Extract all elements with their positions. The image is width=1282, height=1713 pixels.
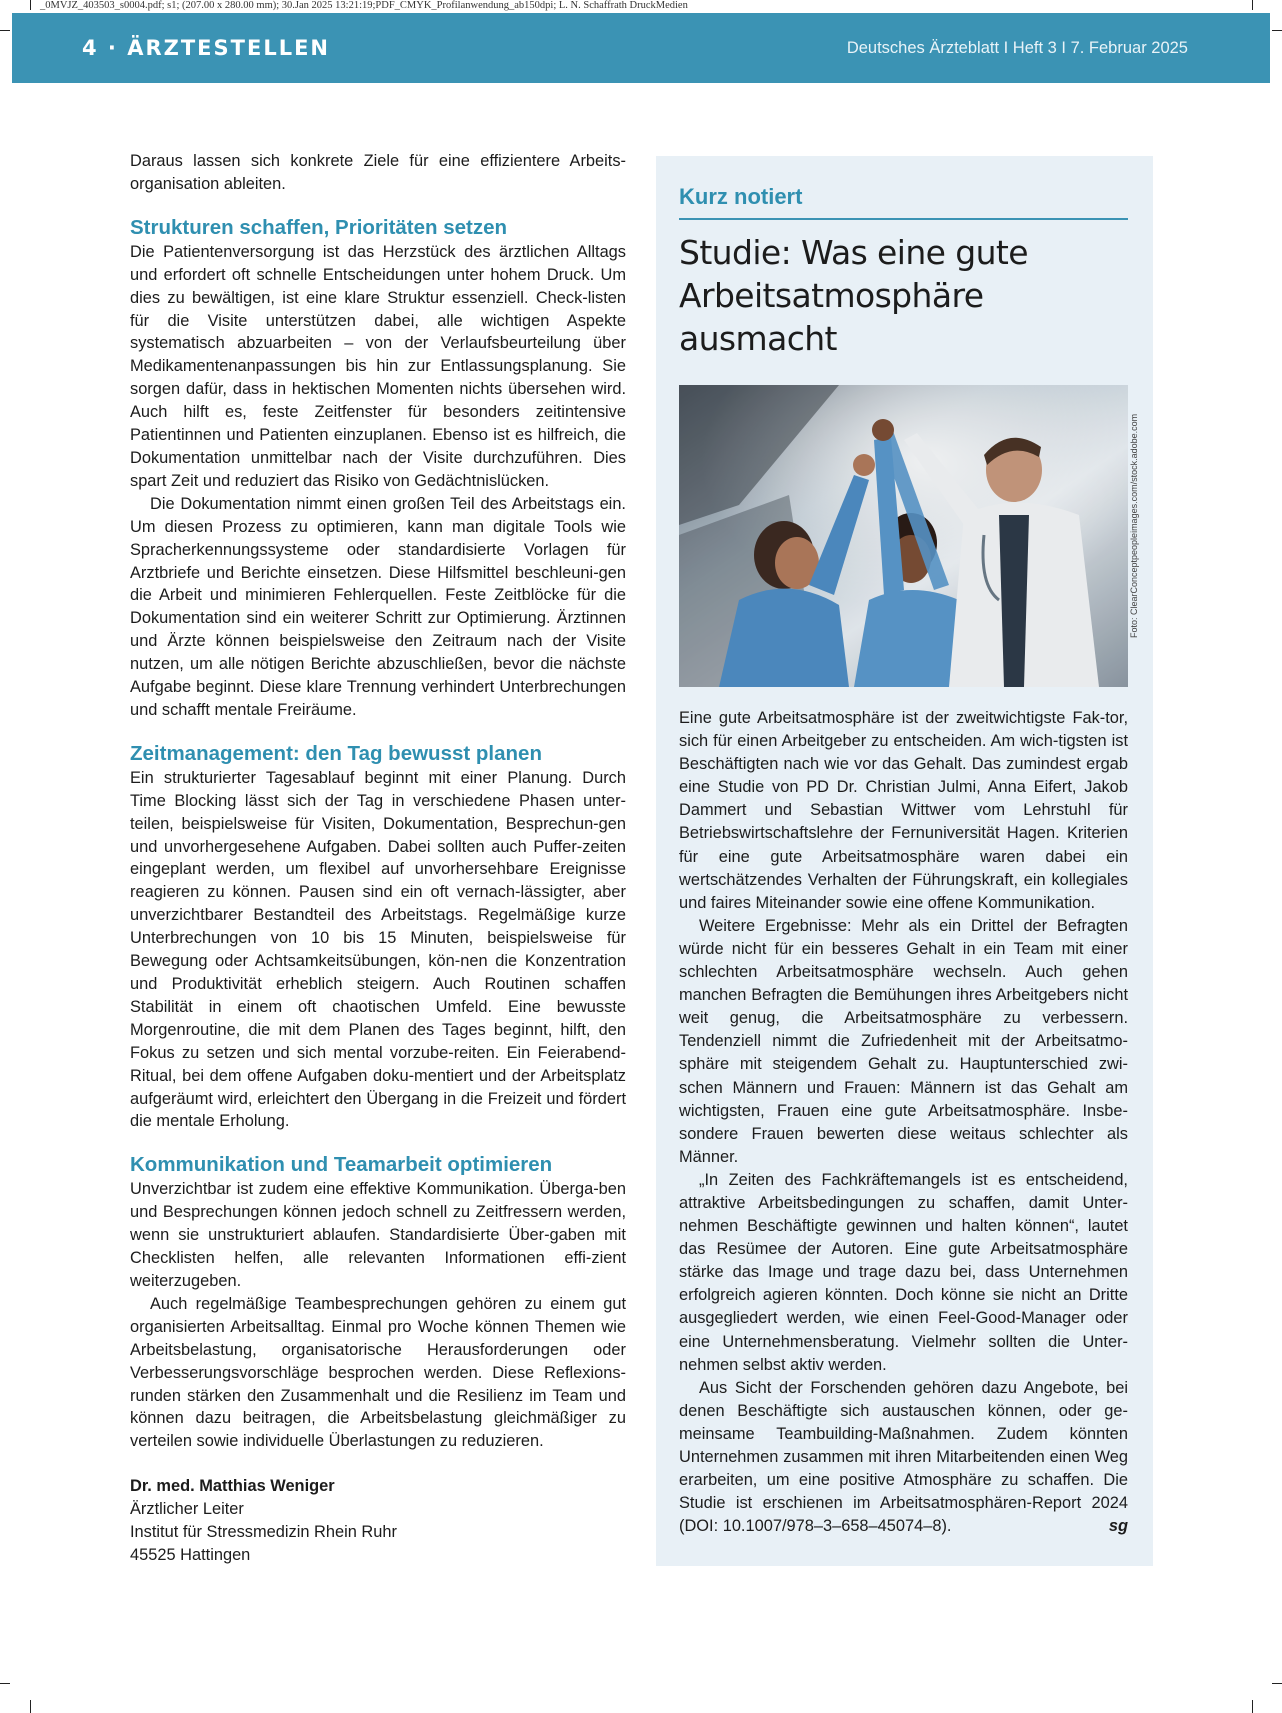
- crop-mark: [1252, 1700, 1253, 1713]
- photo-credit: Foto: ClearConceptpeopleimages.com/stock.adobe.com: [1129, 413, 1139, 638]
- box-paragraph: Weitere Ergebnisse: Mehr als ein Drittel der Befragten würde nicht für ein besseres Gehalt in ein Team mit einer schlechten Arbeitsatmosphäre wechseln. Auch gehen manchen Befragten die Bemühungen ihres Arbeitgebers nicht weit genug, die Arbeitsatmosphäre zu verbessern. Tendenziell nimmt die Zufriedenheit mit der Arbeitsatmo-sphäre mit steigendem Gehalt zu. Hauptunterschied zwi-schen Männern und Frauen: Männern ist das Gehalt am wichtigsten, Frauen eine gute Arbeitsatmosphäre. Insbe-sondere Frauen bewerten diese weitaus schlechter als Männer.: [679, 916, 1128, 1166]
- box-title: Studie: Was eine gute Arbeitsatmosphäre ausmacht: [679, 233, 1028, 358]
- article-column: [130, 150, 626, 1567]
- author-name: Dr. med. Matthias Weniger: [130, 1477, 335, 1496]
- sidebar-box: [656, 156, 1153, 1566]
- publication-info: Deutsches Ärzteblatt I Heft 3 I 7. Februar 2025: [846, 39, 1188, 57]
- author-city: 45525 Hattingen: [130, 1545, 251, 1564]
- author-institution: Institut für Stressmedizin Rhein Ruhr: [130, 1523, 397, 1542]
- section-heading: Zeitmanagement: den Tag bewusst planen: [130, 741, 542, 765]
- box-paragraph: [679, 1377, 1128, 1539]
- crop-mark: [1272, 30, 1282, 31]
- author-block: [130, 1475, 626, 1567]
- crop-mark: [30, 0, 31, 10]
- print-slug: _0MVJZ_403503_s0004.pdf; s1; (207.00 x 280.00 mm); 30.Jan 2025 13:21:19;PDF_CMYK_Profilanwendung_ab150dpi; L. N. Schaffrath DruckMedien: [40, 0, 688, 11]
- paragraph: Auch regelmäßige Teambesprechungen gehören zu einem gut organisierten Arbeitsalltag. Einmal pro Woche können Themen wie Arbeitsbelastung, organisatorische Herausforderungen oder Verbesserungsvorschläge besprochen werden. Diese Reflexions-runden stärken den Zusammenhalt und die Resilienz im Team und können dazu beitragen, die Arbeitsbelastung gleichmäßiger zu verteilen sowie individuelle Überlastungen zu reduzieren.: [130, 1294, 626, 1451]
- box-kicker: Kurz notiert: [679, 182, 1128, 220]
- section-heading: Kommunikation und Teamarbeit optimieren: [130, 1153, 553, 1177]
- intro-paragraph: Daraus lassen sich konkrete Ziele für eine effizientere Arbeits-organisation ableiten.: [130, 152, 626, 193]
- crop-mark: [0, 30, 10, 31]
- paragraph: Die Dokumentation nimmt einen großen Teil des Arbeitstags ein. Um diesen Prozess zu optimieren, kann man digitale Tools wie Spracherkennungssysteme oder standardisierte Vorlagen für Arztbriefe und Berichte einsetzen. Diese Hilfsmittel beschleuni-gen die Arbeit und minimieren Fehlerquellen. Feste Zeitblöcke für die Dokumentation sind ein weiterer Schritt zur Optimierung. Ärztinnen und Ärzte können beispielsweise den Zeitraum nach der Visite nutzen, um alle nötigen Berichte abzuschließen, bevor die nächste Aufgabe beginnt. Diese klare Trennung verhindert Unterbrechungen und schafft mentale Freiräume.: [130, 494, 626, 719]
- team-high-five-image: [679, 385, 1128, 687]
- section-heading: Strukturen schaffen, Prioritäten setzen: [130, 215, 508, 239]
- team-photo: [679, 385, 1128, 687]
- author-role: Ärztlicher Leiter: [130, 1500, 244, 1519]
- page-header: [12, 13, 1270, 83]
- section-title: 4 · ÄRZTESTELLEN: [82, 36, 331, 60]
- crop-mark: [0, 1683, 10, 1684]
- crop-mark: [1272, 1683, 1282, 1684]
- crop-mark: [30, 1700, 31, 1713]
- box-paragraph: „In Zeiten des Fachkräftemangels ist es entscheidend, attraktive Arbeitsbedingungen zu schaffen, damit Unter-nehmen Beschäftigte gewinnen und halten können“, lautet das Resümee der Autoren. Eine gute Arbeitsatmosphäre stärke das Image und trage dazu bei, dass Unternehmen erfolgreich agieren könnten. Doch könne sie nicht an Dritte ausgegliedert werden, wie einen Feel-Good-Manager oder eine Unternehmensberatung. Vielmehr sollten die Unter-nehmen selbst aktiv werden.: [679, 1170, 1128, 1374]
- paragraph: Die Patientenversorgung ist das Herzstück des ärztlichen Alltags und erfordert oft schnelle Entscheidungen unter hohem Druck. Um dies zu bewältigen, ist eine klare Struktur essenziell. Check-listen für die Visite unterstützen dabei, alle wichtigen Aspekte systematisch abzuarbeiten – von der Verlaufsbeurteilung über Medikamentenanpassungen bis hin zur Entlassungsplanung. Sie sorgen dafür, dass in hektischen Momenten nichts übersehen wird. Auch hilft es, feste Zeitfenster für besonders zeitintensive Patientinnen und Patienten einzuplanen. Ebenso ist es hilfreich, die Dokumentation unmittelbar nach der Visite durchzuführen. Dies spart Zeit und reduziert das Risiko von Gedächtnislücken.: [130, 242, 626, 490]
- author-signature: sg: [1108, 1517, 1128, 1536]
- crop-mark: [1252, 0, 1253, 10]
- box-paragraph: Eine gute Arbeitsatmosphäre ist der zweitwichtigste Fak-tor, sich für einen Arbeitgeber zu entscheiden. Am wich-tigsten ist Beschäftigten nach wie vor das Gehalt. Das zumindest ergab eine Studie von PD Dr. Christian Julmi, Anna Eifert, Jakob Dammert und Sebastian Wittwer vom Lehrstuhl für Betriebswirtschaftslehre der Fernuniversität Hagen. Kriterien für eine gute Arbeitsatmosphäre waren dabei ein wertschätzendes Verhalten der Führungskraft, ein kollegiales und faires Miteinander sowie eine offene Kommunikation.: [679, 709, 1128, 912]
- paragraph: Ein strukturierter Tagesablauf beginnt mit einer Planung. Durch Time Blocking lässt sich der Tag in verschiedene Phasen unter-teilen, beispielsweise für Visiten, Dokumentation, Besprechun-gen und unvorhergesehene Aufgaben. Dabei sollten auch Puffer-zeiten eingeplant werden, um flexibel auf unvorhersehbare Ereignisse reagieren zu können. Pausen sind ein oft vernach-lässigter, aber unverzichtbarer Bestandteil des Arbeitstags. Regelmäßige kurze Unterbrechungen von 10 bis 15 Minuten, beispielsweise für Bewegung oder Achtsamkeitsübungen, kön-nen die Konzentration und Produktivität erheblich steigern. Auch Routinen schaffen Stabilität in einem oft chaotischen Umfeld. Eine bewusste Morgenroutine, die mit dem Planen des Tages beginnt, hilft, den Fokus zu setzen und sich mental vorzube-reiten. Ein Feierabend-Ritual, bei dem offene Aufgaben doku-mentiert und der Arbeitsplatz aufgeräumt wird, erleichtert den Übergang in die Freizeit und fördert die mentale Erholung.: [130, 768, 626, 1131]
- paragraph: Unverzichtbar ist zudem eine effektive Kommunikation. Überga-ben und Besprechungen können jedoch schnell zu Zeitfressern werden, wenn sie unstrukturiert ablaufen. Standardisierte Über-gaben mit Checklisten helfen, alle relevanten Informationen effi-zient weiterzugeben.: [130, 1180, 626, 1290]
- box-paragraph-text: Aus Sicht der Forschenden gehören dazu Angebote, bei denen Beschäftigte sich austauschen können, oder ge-meinsame Teambuilding-Maßnahmen. Zudem könnten Unternehmen zusammen mit ihren Mitarbeitenden einen Weg erarbeiten, um eine positive Atmosphäre zu schaffen. Die Studie ist erschienen im Arbeitsatmosphären-Report 2024 (DOI: 10.1007/978–3–658–45074–8).: [679, 1378, 1128, 1536]
